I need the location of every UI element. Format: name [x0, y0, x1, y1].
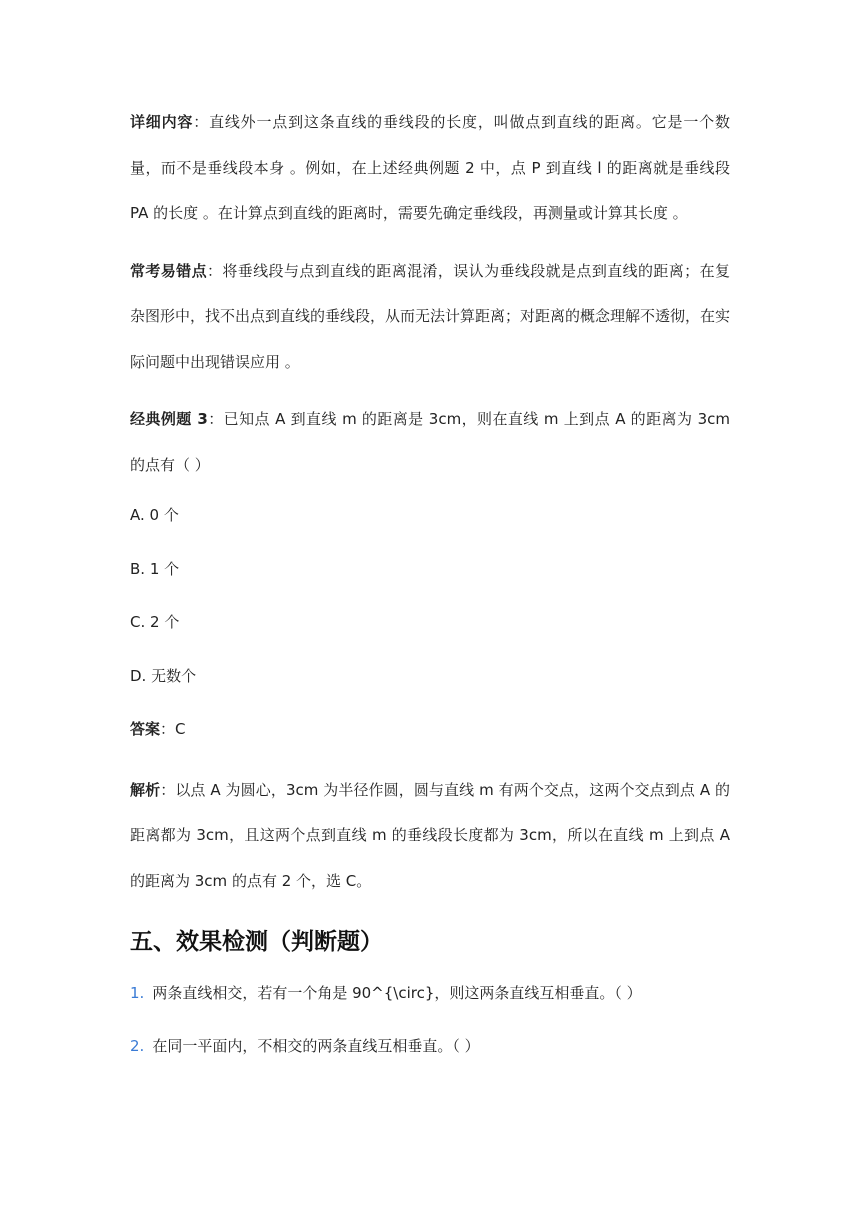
- list-text: 两条直线相交，若有一个角是 90^{\circ}，则这两条直线互相垂直。（ ）: [152, 984, 642, 1002]
- list-item: [130, 978, 730, 1008]
- mistakes-text: 将垂线段与点到直线的距离混淆，误认为垂线段就是点到直线的距离；在复杂图形中，找不出点到直线的垂线段，从而无法计算距离；对距离的概念理解不透彻，在实际问题中出现错误应用 。: [130, 261, 731, 371]
- answer-label: 答案: [130, 720, 161, 738]
- option-b: B. 1 个: [130, 559, 180, 578]
- example3-paragraph: [130, 397, 730, 488]
- list-item: [130, 1031, 730, 1061]
- mistakes-sep: ：: [206, 261, 223, 280]
- answer-line: [130, 714, 730, 744]
- analysis-label: 解析: [130, 780, 161, 799]
- option-a: A. 0 个: [130, 506, 179, 524]
- detail-paragraph: [130, 100, 730, 237]
- list-number: 2.: [130, 1037, 145, 1055]
- analysis-text: 以点 A 为圆心，3cm 为半径作圆，圆与直线 m 有两个交点，这两个交点到点 A 的距离都为 3cm，且这两个点到直线 m 的垂线段长度都为 3cm，所以在直线 m 上到点 A 的距离为 3cm 的点有 2 个，选 C。: [130, 780, 730, 890]
- detail-label: 详细内容: [130, 113, 194, 131]
- option-d: D. 无数个: [130, 666, 197, 685]
- analysis-paragraph: [130, 768, 730, 905]
- list-text: 在同一平面内，不相交的两条直线互相垂直。（ ）: [152, 1037, 480, 1055]
- section5-heading: 五、效果检测（判断题）: [130, 929, 383, 955]
- answer-sep: ：: [160, 720, 176, 738]
- detail-sep: ：: [193, 113, 210, 131]
- mistakes-label: 常考易错点: [130, 261, 207, 280]
- example3-text: 已知点 A 到直线 m 的距离是 3cm，则在直线 m 上到点 A 的距离为 3cm 的点有（ ）: [130, 410, 730, 474]
- list-number: 1.: [130, 984, 145, 1002]
- mistakes-paragraph: [130, 249, 730, 386]
- document-page: [130, 100, 730, 1084]
- detail-text: 直线外一点到这条直线的垂线段的长度，叫做点到直线的距离。它是一个数量，而不是垂线段本身 。例如，在上述经典例题 2 中，点 P 到直线 l 的距离就是垂线段 PA 的长度 。在计算点到直线的距离时，需要先确定垂线段，再测量或计算其长度 。: [130, 113, 730, 222]
- example3-sep: ：: [207, 410, 224, 428]
- option-c: C. 2 个: [130, 613, 180, 631]
- answer-text: C: [175, 720, 186, 738]
- analysis-sep: ：: [160, 780, 176, 799]
- example3-label: 经典例题 3: [130, 410, 208, 428]
